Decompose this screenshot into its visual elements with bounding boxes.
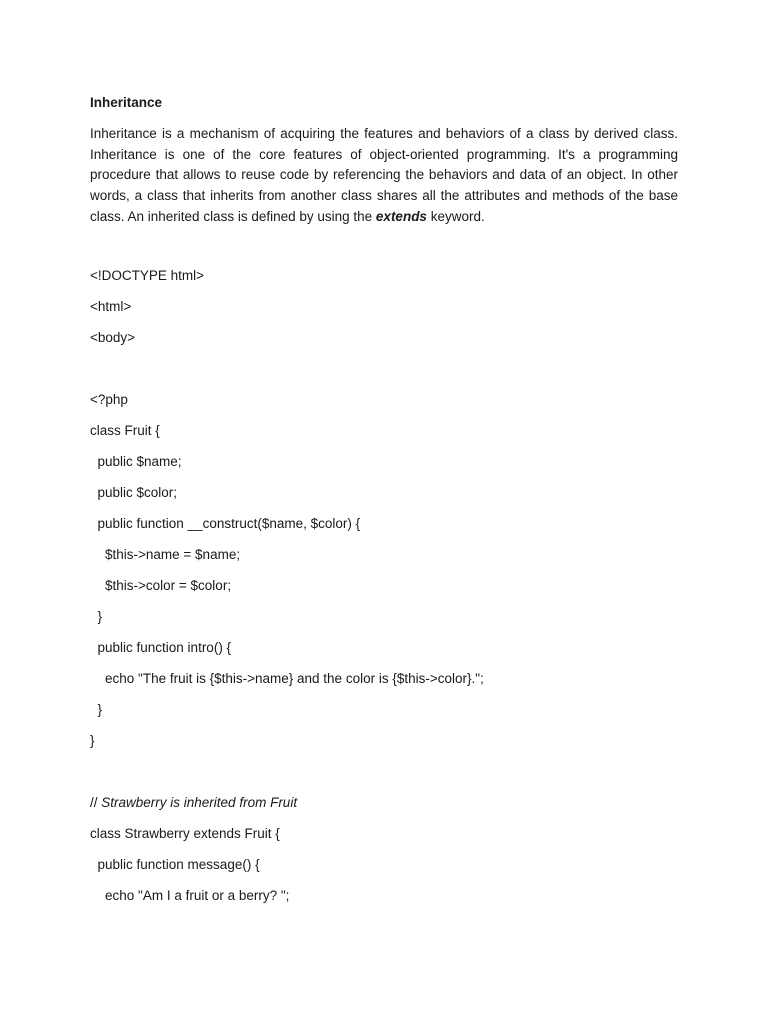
code-line: public function __construct($name, $color) { — [90, 516, 361, 531]
code-line: class Fruit { — [90, 423, 160, 438]
intro-paragraph — [90, 124, 678, 228]
comment-text: Strawberry is inherited from Fruit — [97, 795, 298, 810]
code-line: } — [90, 733, 95, 748]
code-line: <?php — [90, 392, 128, 407]
code-line: <!DOCTYPE html> — [90, 268, 205, 283]
code-line: $this->color = $color; — [90, 578, 232, 593]
code-line: } — [90, 609, 103, 624]
code-line: <html> — [90, 299, 132, 314]
code-line-blank — [90, 360, 690, 391]
extends-keyword: extends — [375, 208, 427, 224]
code-line: public function message() { — [90, 857, 260, 872]
comment-slashes: // — [90, 795, 98, 810]
code-listing — [90, 267, 690, 918]
code-line: public function intro() { — [90, 640, 232, 655]
section-heading: Inheritance — [90, 95, 163, 110]
code-line: echo "The fruit is {$this->name} and the color is {$this->color}."; — [90, 671, 484, 686]
code-line: public $color; — [90, 485, 178, 500]
code-line: echo "Am I a fruit or a berry? "; — [90, 888, 290, 903]
code-line: $this->name = $name; — [90, 547, 241, 562]
code-comment-line — [90, 794, 690, 825]
code-line: <body> — [90, 330, 136, 345]
paragraph-text: Inheritance is a mechanism of acquiring the features and behaviors of a class by derived class. Inheritance is one of the core features of object-oriented programming. It's a programming procedure that allows to reuse code by referencing the behaviors and data of an object. In other words, a class that inherits from another class shares all the attributes and methods of the base class. An inherited class is defined by using the — [90, 126, 678, 224]
code-line: public $name; — [90, 454, 182, 469]
code-line: class Strawberry extends Fruit { — [90, 826, 280, 841]
code-line-blank — [90, 763, 690, 794]
document-body — [90, 94, 678, 228]
code-line: } — [90, 702, 103, 717]
paragraph-text-end: keyword. — [426, 208, 485, 224]
